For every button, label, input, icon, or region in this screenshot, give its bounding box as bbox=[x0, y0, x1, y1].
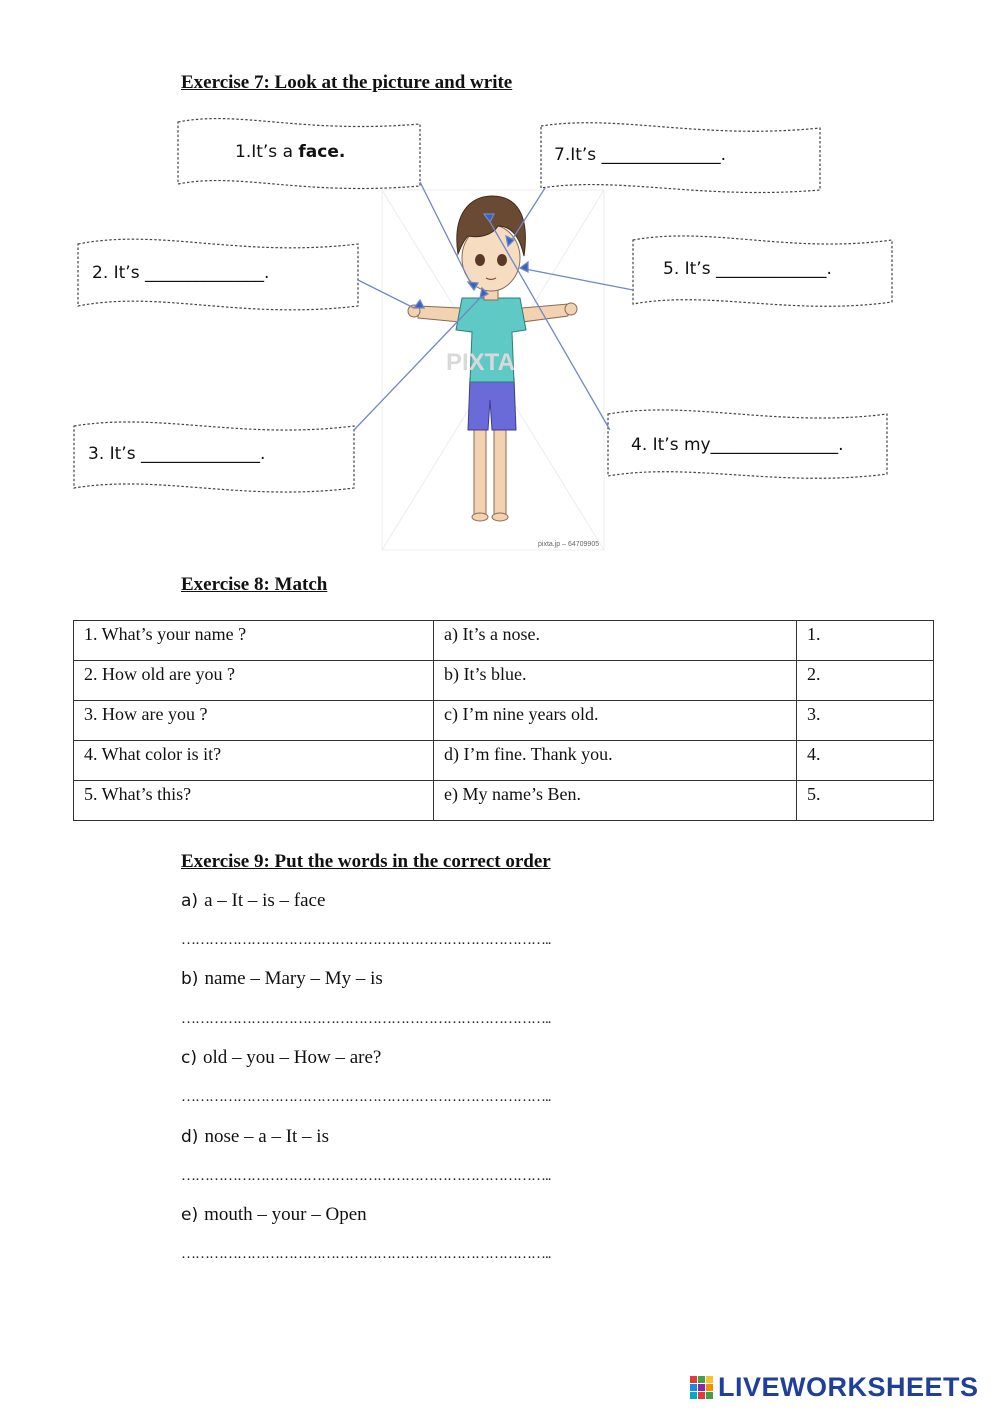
order-item-d: d) nose – a – It – is bbox=[181, 1126, 329, 1147]
liveworksheets-logo bbox=[690, 1372, 990, 1406]
watermark: PIXTA bbox=[446, 349, 515, 376]
order-item-b: b) name – Mary – My – is bbox=[181, 968, 383, 989]
match-cell[interactable]: 4. bbox=[797, 741, 934, 781]
label-3[interactable]: 3. It’s ______________. bbox=[88, 444, 266, 464]
question-cell: 1. What’s your name ? bbox=[74, 621, 434, 661]
answer-cell: e) My name’s Ben. bbox=[434, 781, 797, 821]
table-row bbox=[74, 701, 934, 741]
question-cell: 5. What’s this? bbox=[74, 781, 434, 821]
label-7[interactable]: 7.It’s ______________. bbox=[554, 145, 726, 165]
answer-line-b[interactable]: …………………………………………………………………….. bbox=[181, 1011, 551, 1027]
table-row bbox=[74, 781, 934, 821]
answer-cell: b) It’s blue. bbox=[434, 661, 797, 701]
question-cell: 3. How are you ? bbox=[74, 701, 434, 741]
image-credit: pixta.jp – 64709905 bbox=[538, 541, 600, 548]
answer-cell: c) I’m nine years old. bbox=[434, 701, 797, 741]
label-2[interactable]: 2. It’s ______________. bbox=[92, 263, 270, 283]
match-table bbox=[73, 620, 934, 821]
question-cell: 2. How old are you ? bbox=[74, 661, 434, 701]
logo-text: LIVEWORKSHEETS bbox=[718, 1372, 979, 1402]
answer-line-e[interactable]: …………………………………………………………………….. bbox=[181, 1246, 551, 1262]
pointer-line-5 bbox=[520, 268, 633, 290]
pointer-line-2 bbox=[358, 280, 414, 308]
answer-line-d[interactable]: …………………………………………………………………….. bbox=[181, 1168, 551, 1184]
order-item-c: c) old – you – How – are? bbox=[181, 1047, 382, 1068]
answer-cell: d) I’m fine. Thank you. bbox=[434, 741, 797, 781]
exercise-9-heading: Exercise 9: Put the words in the correct order bbox=[181, 851, 551, 872]
table-row bbox=[74, 621, 934, 661]
answer-cell: a) It’s a nose. bbox=[434, 621, 797, 661]
answer-line-c[interactable]: …………………………………………………………………….. bbox=[181, 1089, 551, 1105]
table-row bbox=[74, 661, 934, 701]
table-row bbox=[74, 741, 934, 781]
match-cell[interactable]: 1. bbox=[797, 621, 934, 661]
order-item-e: e) mouth – your – Open bbox=[181, 1204, 367, 1225]
exercise-7-heading: Exercise 7: Look at the picture and write bbox=[181, 72, 513, 93]
label-1: 1.It’s a face. bbox=[235, 142, 346, 162]
logo-mark-icon bbox=[690, 1376, 714, 1404]
question-cell: 4. What color is it? bbox=[74, 741, 434, 781]
match-cell[interactable]: 2. bbox=[797, 661, 934, 701]
order-item-a: a) a – It – is – face bbox=[181, 890, 326, 911]
answer-line-a[interactable]: …………………………………………………………………….. bbox=[181, 932, 551, 948]
match-cell[interactable]: 5. bbox=[797, 781, 934, 821]
label-5[interactable]: 5. It’s _____________. bbox=[663, 259, 832, 279]
exercise-8-heading: Exercise 8: Match bbox=[181, 574, 328, 595]
label-4[interactable]: 4. It’s my_______________. bbox=[631, 435, 844, 455]
match-cell[interactable]: 3. bbox=[797, 701, 934, 741]
